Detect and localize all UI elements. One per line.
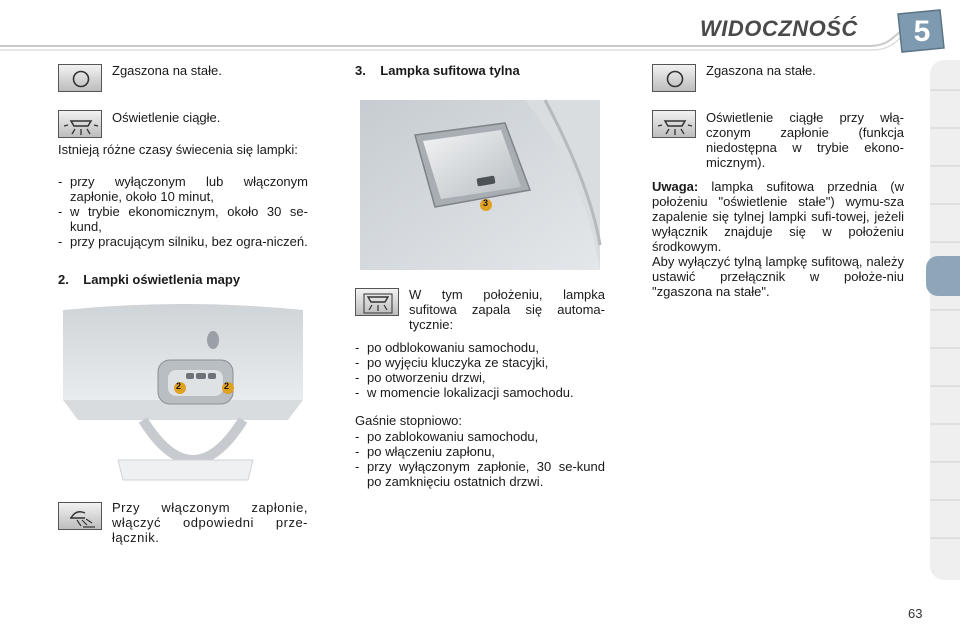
switch-off-icon bbox=[58, 64, 102, 92]
chapter-tabs bbox=[926, 60, 960, 580]
section3-heading: 3. Lampka sufitowa tylna bbox=[355, 63, 520, 78]
list-item: - po odblokowaniu samochodu, bbox=[355, 340, 605, 355]
fades-heading: Gaśnie stopniowo: bbox=[355, 413, 462, 428]
note-label: Uwaga: bbox=[652, 179, 699, 194]
map-lights-photo bbox=[58, 300, 308, 490]
col3-off-label: Zgaszona na stałe. bbox=[706, 63, 816, 78]
page-title: WIDOCZNOŚĆ bbox=[700, 16, 858, 41]
list-item: - przy pracującym silniku, bez ogra-niczeń. bbox=[58, 234, 308, 249]
col1-off-label: Zgaszona na stałe. bbox=[112, 63, 222, 78]
interior-light-icon-2 bbox=[652, 110, 696, 138]
note-paragraph bbox=[652, 179, 904, 254]
auto-on-list bbox=[355, 340, 605, 400]
list-item: - po włączeniu zapłonu, bbox=[355, 444, 605, 459]
active-chapter-tab bbox=[926, 256, 960, 296]
list-item: - po wyjęciu kluczyka ze stacyjki, bbox=[355, 355, 605, 370]
photo-label-2a: 2 bbox=[176, 381, 182, 391]
col1-duration-list bbox=[58, 174, 308, 249]
section2-heading: 2. Lampki oświetlenia mapy bbox=[58, 272, 241, 287]
map-light-text: Przy włączonym zapłonie, włączyć odpowiedni prze-łącznik. bbox=[112, 500, 308, 545]
interior-light-icon bbox=[58, 110, 102, 138]
auto-off-list bbox=[355, 429, 605, 489]
door-contact-icon bbox=[355, 288, 399, 316]
map-light-icon bbox=[58, 502, 102, 530]
photo-label-3: 3 bbox=[483, 198, 489, 208]
list-item: - przy wyłączonym lub włączonym zapłonie, około 10 minut, bbox=[58, 174, 308, 204]
col3-on-label: Oświetlenie ciągłe przy włą-czonym zapłonie (funkcja niedostępna w trybie ekono-micznym). bbox=[706, 110, 904, 170]
page-number: 63 bbox=[908, 606, 923, 621]
rear-courtesy-lamp-photo bbox=[355, 95, 605, 275]
switch-off-icon-2 bbox=[652, 64, 696, 92]
chapter-number: 5 bbox=[913, 15, 931, 48]
list-item: - po zablokowaniu samochodu, bbox=[355, 429, 605, 444]
col1-on-label: Oświetlenie ciągłe. bbox=[112, 110, 221, 125]
photo-label-2b: 2 bbox=[224, 381, 230, 391]
list-item: - przy wyłączonym zapłonie, 30 se-kund po zamknięciu ostatnich drzwi. bbox=[355, 459, 605, 489]
note-text: lampka sufitowa przednia (w położeniu "oświetlenie stałe") wymu-sza zapalenie się tylnej lampki sufi-towej, jeżeli wyłącznik znajduje się w położeniu środkowym. bbox=[652, 179, 904, 254]
list-item: - w momencie lokalizacji samochodu. bbox=[355, 385, 605, 400]
note2-paragraph: Aby wyłączyć tylną lampkę sufitową, należy ustawić przełącznik w położe-niu "zgaszona na stałe". bbox=[652, 254, 904, 299]
list-item: - po otworzeniu drzwi, bbox=[355, 370, 605, 385]
door-mode-text: W tym położeniu, lampka sufitowa zapala się automa-tycznie: bbox=[409, 287, 605, 332]
list-item: - w trybie ekonomicznym, około 30 se-kund, bbox=[58, 204, 308, 234]
col1-intro: Istnieją różne czasy świecenia się lampki: bbox=[58, 142, 298, 157]
